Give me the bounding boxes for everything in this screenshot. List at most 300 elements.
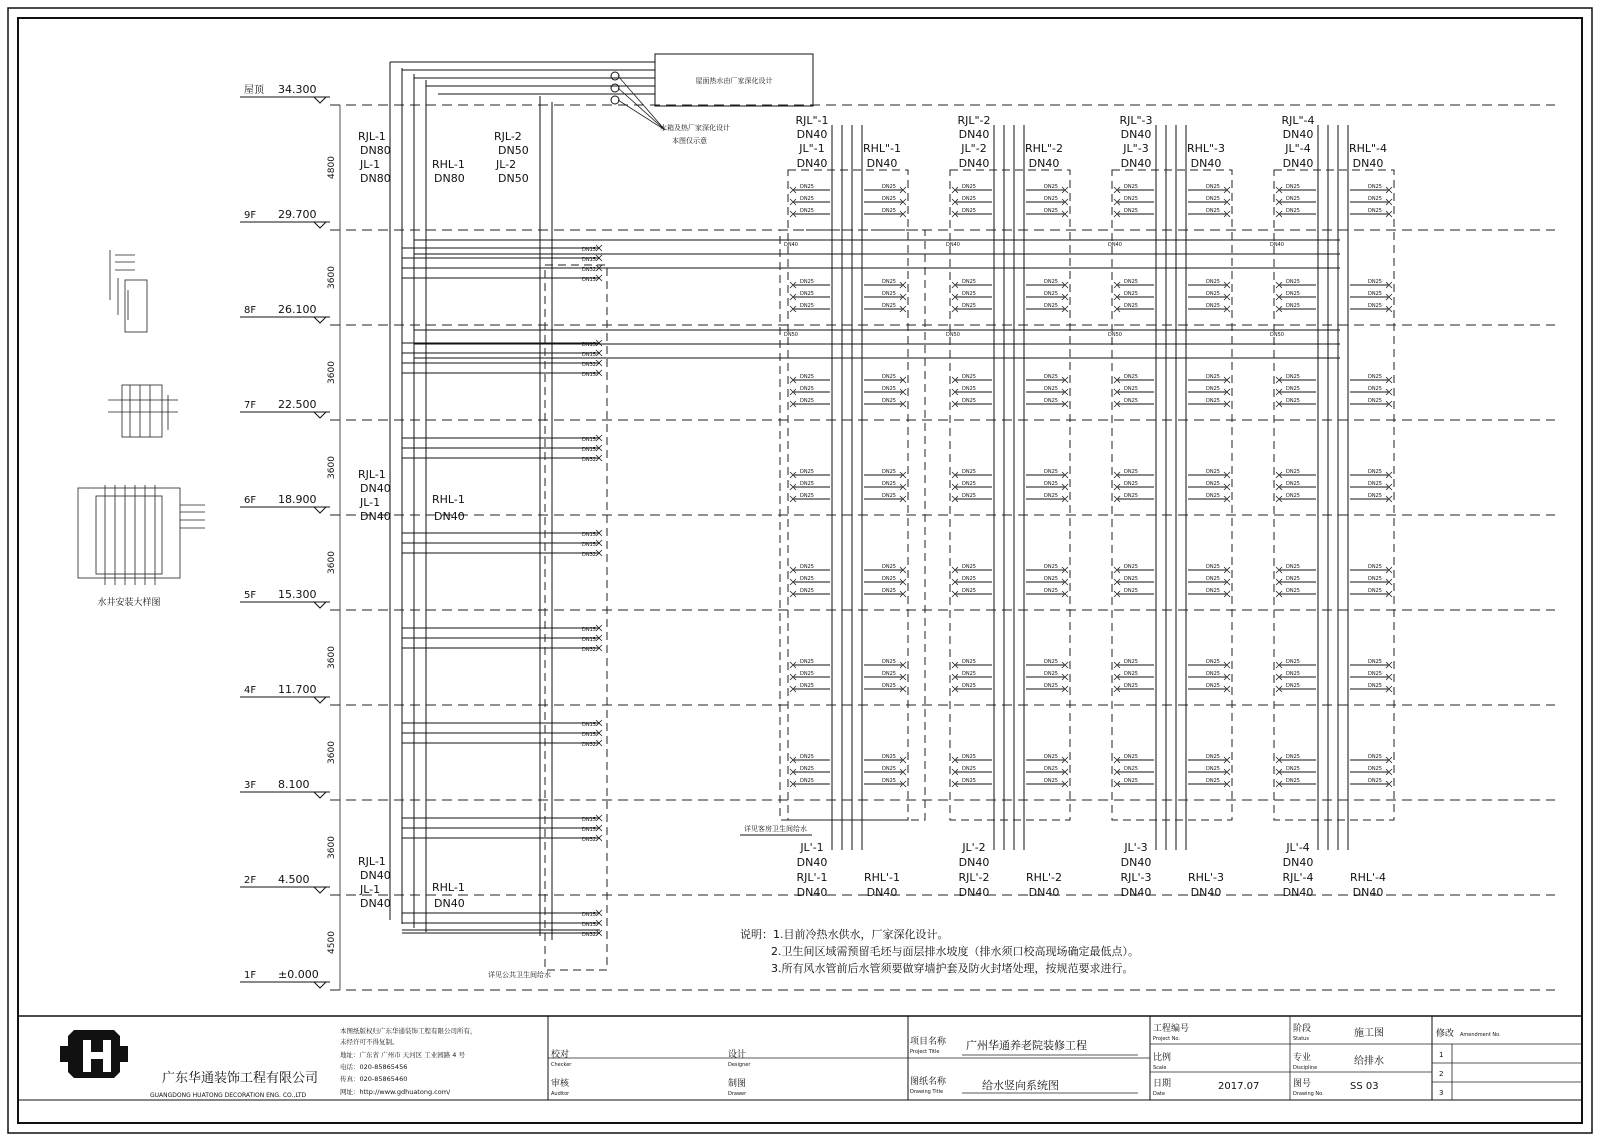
sheet-label-en: Drawing No. bbox=[1293, 1091, 1324, 1097]
level-mark-triangle bbox=[314, 792, 326, 798]
riser-tag: DN40 bbox=[1028, 886, 1060, 899]
riser-tag: JL'-3 bbox=[1124, 841, 1148, 854]
pipe-size-label: DN25 bbox=[882, 778, 896, 784]
level-name: 9F bbox=[244, 210, 257, 221]
pipe-size-label: DN15 bbox=[582, 447, 596, 453]
riser-tag: DN40 bbox=[958, 856, 990, 869]
level-elevation: ±0.000 bbox=[278, 968, 319, 981]
riser-tag: RHL"-2 bbox=[1024, 142, 1064, 155]
pipe-size-label: DN25 bbox=[1368, 778, 1382, 784]
pipe-size-label: DN25 bbox=[962, 291, 976, 297]
left-riser-labels bbox=[358, 130, 529, 910]
pipe-size-label: DN25 bbox=[882, 588, 896, 594]
pipe-size-label: DN25 bbox=[962, 659, 976, 665]
pipe-size-label: DN25 bbox=[1124, 671, 1138, 677]
pipe-size-label: DN25 bbox=[1044, 196, 1058, 202]
phase-label: 阶段 bbox=[1293, 1024, 1312, 1034]
pipe-size-label: DN15 bbox=[582, 627, 596, 633]
pipe-size-label: DN25 bbox=[1286, 683, 1300, 689]
leader-line bbox=[618, 76, 665, 130]
discipline-value: 给排水 bbox=[1354, 1056, 1384, 1067]
pipe-size-label: DN25 bbox=[882, 564, 896, 570]
pipe-size-label: DN25 bbox=[882, 671, 896, 677]
drawer-label-en: Drawer bbox=[728, 1091, 747, 1097]
pipe-size-label: DN25 bbox=[1368, 208, 1382, 214]
pipe-size-label: DN25 bbox=[1286, 303, 1300, 309]
level-name: 8F bbox=[244, 305, 257, 316]
pipe-size-label: DN25 bbox=[1044, 469, 1058, 475]
pipe-size-label: DN25 bbox=[800, 386, 814, 392]
riser-tag: DN40 bbox=[796, 157, 828, 170]
pipe-size-label: DN25 bbox=[1368, 493, 1382, 499]
riser-tag: RJL"-4 bbox=[1281, 114, 1315, 127]
pipe-size-label: DN25 bbox=[882, 386, 896, 392]
riser-label: DN80 bbox=[360, 144, 391, 157]
pipe-size-label: DN25 bbox=[1286, 671, 1300, 677]
pipe-size-label: DN25 bbox=[1044, 398, 1058, 404]
pipe-size-label: DN25 bbox=[1124, 303, 1138, 309]
pipe-size-label: DN25 bbox=[882, 208, 896, 214]
job-no-label-en: Project No. bbox=[1153, 1036, 1180, 1042]
right-bottom-labels bbox=[796, 841, 1386, 899]
pipe-size-label: DN25 bbox=[1044, 386, 1058, 392]
riser-tag: RHL'-4 bbox=[1349, 871, 1387, 884]
pipe-size-label: DN25 bbox=[1368, 386, 1382, 392]
company-name: 广东华通装饰工程有限公司 bbox=[162, 1071, 319, 1086]
riser-tag: JL"-4 bbox=[1285, 142, 1311, 155]
pipe-size-label: DN25 bbox=[1044, 778, 1058, 784]
drawing-name: 给水竖向系统图 bbox=[982, 1079, 1059, 1092]
pipe-size-label: DN25 bbox=[962, 279, 976, 285]
pipe-size-label: DN25 bbox=[1044, 766, 1058, 772]
riser-tag: DN40 bbox=[1190, 886, 1222, 899]
pipe-size-label: DN25 bbox=[800, 754, 814, 760]
pipe-size-label: DN25 bbox=[962, 754, 976, 760]
company-logo bbox=[60, 1030, 128, 1078]
detail-2 bbox=[108, 385, 178, 437]
sheet-label: 图号 bbox=[1293, 1079, 1312, 1089]
date-label-en: Date bbox=[1153, 1091, 1165, 1097]
pipe-size-label: DN25 bbox=[800, 208, 814, 214]
riser-tag: RJL"-3 bbox=[1119, 114, 1153, 127]
pipe-size-label: DN25 bbox=[962, 196, 976, 202]
pipe-size-label: DN25 bbox=[962, 564, 976, 570]
revision-label-en: Amendment No. bbox=[1460, 1032, 1501, 1038]
pipe-size-label: DN25 bbox=[882, 279, 896, 285]
pipe-size-label: DN25 bbox=[882, 374, 896, 380]
pipe-size-label: DN25 bbox=[882, 683, 896, 689]
pipe-size-label: DN25 bbox=[1124, 279, 1138, 285]
pipe-size-label: DN50 bbox=[946, 332, 960, 338]
pipe-size-label: DN25 bbox=[1206, 671, 1220, 677]
company-name-en: GUANGDONG HUATONG DECORATION ENG. CO.,LTD bbox=[150, 1092, 307, 1099]
sheet-value: SS 03 bbox=[1350, 1081, 1379, 1092]
riser-label: JL-1 bbox=[360, 158, 381, 171]
pipe-size-label: DN15 bbox=[582, 372, 596, 378]
pipe-size-label: DN25 bbox=[1044, 493, 1058, 499]
riser-label: JL-1 bbox=[360, 496, 381, 509]
floor-height: 4500 bbox=[327, 931, 337, 954]
riser-label: DN40 bbox=[360, 482, 391, 495]
riser-tag: DN40 bbox=[1352, 886, 1384, 899]
pipe-size-label: DN25 bbox=[800, 196, 814, 202]
pipe-size-label: DN15 bbox=[582, 912, 596, 918]
level-name: 6F bbox=[244, 495, 257, 506]
pipe-size-label: DN25 bbox=[1124, 778, 1138, 784]
pipe-size-label: DN40 bbox=[946, 242, 960, 248]
pipe-size-label: DN25 bbox=[1206, 493, 1220, 499]
valve-symbol bbox=[611, 96, 619, 104]
pipe-size-label: DN25 bbox=[800, 469, 814, 475]
pipe-size-label: DN25 bbox=[1124, 493, 1138, 499]
pipe-size-label: DN15 bbox=[582, 247, 596, 253]
pipe-size-label: DN25 bbox=[1368, 564, 1382, 570]
job-no-label: 工程编号 bbox=[1153, 1024, 1190, 1034]
pipe-size-label: DN25 bbox=[1044, 564, 1058, 570]
riser-tag: JL'-1 bbox=[800, 841, 824, 854]
pipe-size-label: DN25 bbox=[1286, 469, 1300, 475]
pipe-size-label: DN25 bbox=[1044, 279, 1058, 285]
riser-tag: DN40 bbox=[1190, 157, 1222, 170]
pipe-size-label: DN32 bbox=[582, 457, 596, 463]
pipe-size-label: DN25 bbox=[1124, 184, 1138, 190]
level-name: 3F bbox=[244, 780, 257, 791]
roof-box-label: 屋面热水由厂家深化设计 bbox=[695, 77, 773, 85]
pipe-size-label: DN25 bbox=[962, 303, 976, 309]
riser-label: DN40 bbox=[434, 897, 465, 910]
pipe-size-label: DN25 bbox=[1124, 766, 1138, 772]
pipe-size-label: DN25 bbox=[1286, 279, 1300, 285]
riser-tag: RJL'-1 bbox=[796, 871, 828, 884]
pipe-size-label: DN40 bbox=[784, 242, 798, 248]
date-value: 2017.07 bbox=[1218, 1081, 1260, 1092]
riser-tag: DN40 bbox=[1028, 157, 1060, 170]
floor-height: 3600 bbox=[327, 741, 337, 764]
level-name: 5F bbox=[244, 590, 257, 601]
note-right: 详见客房卫生间给水 bbox=[744, 825, 807, 833]
pipe-size-label: DN25 bbox=[1124, 683, 1138, 689]
pipe-size-label: DN25 bbox=[1044, 683, 1058, 689]
pipe-size-label: DN25 bbox=[1044, 291, 1058, 297]
level-elevation: 26.100 bbox=[278, 303, 317, 316]
pipe-size-label: DN25 bbox=[882, 196, 896, 202]
riser-tag: DN40 bbox=[958, 886, 990, 899]
pipe-size-label: DN25 bbox=[1206, 208, 1220, 214]
riser-tag: DN40 bbox=[958, 157, 990, 170]
pipe-size-label: DN25 bbox=[1044, 374, 1058, 380]
riser-tag: JL"-1 bbox=[799, 142, 825, 155]
pipe-size-label: DN25 bbox=[1206, 588, 1220, 594]
disclaimer-line: 传真：020-85865460 bbox=[340, 1075, 408, 1083]
riser-tag: DN40 bbox=[1282, 856, 1314, 869]
pipe-size-label: DN25 bbox=[1368, 469, 1382, 475]
pipe-size-label: DN25 bbox=[1206, 576, 1220, 582]
floor-levels bbox=[240, 83, 1555, 990]
level-name: 4F bbox=[244, 685, 257, 696]
level-elevation: 18.900 bbox=[278, 493, 317, 506]
pipe-size-label: DN25 bbox=[800, 576, 814, 582]
pipe-size-label: DN40 bbox=[1270, 242, 1284, 248]
pipe-size-label: DN15 bbox=[582, 257, 596, 263]
valve-symbol bbox=[611, 72, 619, 80]
floor-height: 3600 bbox=[327, 456, 337, 479]
date-label: 日期 bbox=[1153, 1079, 1172, 1089]
scale-label-en: Scale bbox=[1153, 1065, 1167, 1071]
pipe-size-label: DN25 bbox=[1206, 659, 1220, 665]
pipe-size-label: DN25 bbox=[1368, 659, 1382, 665]
riser-tag: RJL"-1 bbox=[795, 114, 829, 127]
riser-label: RJL-1 bbox=[358, 855, 386, 868]
pipe-size-label: DN25 bbox=[1368, 303, 1382, 309]
designer-label: 设计 bbox=[728, 1050, 747, 1060]
level-elevation: 34.300 bbox=[278, 83, 317, 96]
riser-tag: RHL"-4 bbox=[1348, 142, 1388, 155]
floor-height: 3600 bbox=[327, 836, 337, 859]
pipe-size-label: DN25 bbox=[1368, 279, 1382, 285]
pipe-size-label: DN32 bbox=[582, 552, 596, 558]
floor-height: 3600 bbox=[327, 361, 337, 384]
pipe-size-label: DN25 bbox=[1044, 671, 1058, 677]
level-elevation: 4.500 bbox=[278, 873, 310, 886]
pipe-size-label: DN15 bbox=[582, 827, 596, 833]
pipe-size-label: DN32 bbox=[582, 362, 596, 368]
pipe-size-label: DN25 bbox=[1368, 588, 1382, 594]
pipe-size-label: DN25 bbox=[1286, 184, 1300, 190]
pipe-size-label: DN25 bbox=[1044, 184, 1058, 190]
note-line: 3.所有风水管前后水管须要做穿墙护套及防火封堵处理，按规范要求进行。 bbox=[771, 962, 1134, 975]
pipe-size-label: DN25 bbox=[1286, 778, 1300, 784]
roof-equipment bbox=[655, 54, 813, 145]
detail-sketches bbox=[78, 250, 205, 608]
phase-label-en: Status bbox=[1293, 1036, 1309, 1042]
pipe-size-label: DN25 bbox=[1286, 481, 1300, 487]
riser-tag: JL"-2 bbox=[961, 142, 987, 155]
pipe-size-label: DN25 bbox=[1368, 766, 1382, 772]
pipe-size-label: DN25 bbox=[1368, 683, 1382, 689]
level-mark-triangle bbox=[314, 887, 326, 893]
pipe-size-label: DN15 bbox=[582, 277, 596, 283]
disclaimer-line: 网址：http://www.gdhuatong.com/ bbox=[340, 1088, 451, 1096]
right-top-labels bbox=[795, 114, 1387, 170]
pipe-size-label: DN25 bbox=[962, 683, 976, 689]
disclaimer-line: 地址：广东省 广州市 天河区 工业园路 4 号 bbox=[340, 1051, 465, 1059]
pipe-size-label: DN25 bbox=[1044, 588, 1058, 594]
pipe-size-label: DN25 bbox=[882, 659, 896, 665]
pipe-size-label: DN25 bbox=[800, 778, 814, 784]
riser-tag: DN40 bbox=[958, 128, 990, 141]
level-mark-triangle bbox=[314, 507, 326, 513]
level-name: 2F bbox=[244, 875, 257, 886]
pipe-size-label: DN25 bbox=[1286, 386, 1300, 392]
pipe-size-label: DN25 bbox=[1368, 184, 1382, 190]
pipe-size-label: DN25 bbox=[1124, 564, 1138, 570]
pipe-size-label: DN25 bbox=[962, 481, 976, 487]
level-mark-triangle bbox=[314, 222, 326, 228]
pipe-size-label: DN25 bbox=[1044, 576, 1058, 582]
riser-tag: RJL'-4 bbox=[1282, 871, 1314, 884]
pipe-size-label: DN15 bbox=[582, 817, 596, 823]
riser-tag: DN40 bbox=[796, 856, 828, 869]
pipe-size-label: DN25 bbox=[1206, 196, 1220, 202]
pipe-size-label: DN25 bbox=[962, 208, 976, 214]
pipe-size-label: DN25 bbox=[1044, 481, 1058, 487]
branch-enclosure bbox=[545, 265, 607, 970]
level-name: 7F bbox=[244, 400, 257, 411]
disclaimer-line: 本图纸版权归广东华通装饰工程有限公司所有， bbox=[340, 1027, 477, 1035]
pipe-size-label: DN25 bbox=[882, 481, 896, 487]
project-label-en: Project Title bbox=[910, 1049, 940, 1055]
level-mark-triangle bbox=[314, 412, 326, 418]
riser-label: RHL-1 bbox=[432, 881, 465, 894]
riser-label: DN80 bbox=[360, 172, 391, 185]
pipe-size-label: DN32 bbox=[582, 742, 596, 748]
pipe-size-label: DN25 bbox=[800, 564, 814, 570]
level-elevation: 8.100 bbox=[278, 778, 310, 791]
pipe-size-label: DN25 bbox=[1286, 659, 1300, 665]
pipe-size-label: DN25 bbox=[882, 766, 896, 772]
level-mark-triangle bbox=[314, 697, 326, 703]
pipe-size-label: DN25 bbox=[1124, 196, 1138, 202]
pipe-size-label: DN25 bbox=[1206, 374, 1220, 380]
auditor-label: 审核 bbox=[551, 1079, 570, 1089]
pipe-size-label: DN25 bbox=[1044, 303, 1058, 309]
pipe-size-label: DN50 bbox=[1108, 332, 1122, 338]
riser-tag: RHL'-3 bbox=[1187, 871, 1225, 884]
riser-tag: RJL"-2 bbox=[957, 114, 991, 127]
pipe-size-label: DN15 bbox=[582, 722, 596, 728]
pipe-size-label: DN25 bbox=[1368, 398, 1382, 404]
riser-tag: DN40 bbox=[1120, 856, 1152, 869]
phase-value: 施工图 bbox=[1354, 1028, 1384, 1039]
pipe-size-label: DN25 bbox=[1044, 659, 1058, 665]
pipe-size-label: DN25 bbox=[800, 493, 814, 499]
riser-tag: JL"-3 bbox=[1123, 142, 1149, 155]
floor-height: 3600 bbox=[327, 266, 337, 289]
pipe-size-label: DN15 bbox=[582, 637, 596, 643]
pipe-size-label: DN25 bbox=[962, 374, 976, 380]
pipe-size-label: DN25 bbox=[1124, 576, 1138, 582]
riser-tag: DN40 bbox=[1120, 157, 1152, 170]
pipe-size-label: DN25 bbox=[882, 291, 896, 297]
pipe-size-label: DN25 bbox=[1124, 754, 1138, 760]
designer-label-en: Designer bbox=[728, 1062, 751, 1068]
level-name: 1F bbox=[244, 970, 257, 981]
pipe-size-label: DN25 bbox=[1124, 386, 1138, 392]
riser-label: RJL-2 bbox=[494, 130, 522, 143]
pipe-size-label: DN15 bbox=[582, 542, 596, 548]
riser-label: RHL-1 bbox=[432, 493, 465, 506]
riser-tag: DN40 bbox=[1282, 157, 1314, 170]
riser-label: DN50 bbox=[498, 144, 529, 157]
riser-tag: RHL"-1 bbox=[862, 142, 902, 155]
valve-symbol bbox=[611, 84, 619, 92]
riser-label: JL-1 bbox=[360, 883, 381, 896]
discipline-label-en: Discipline bbox=[1293, 1065, 1318, 1071]
roof-note-2: 本图仅示意 bbox=[672, 137, 707, 145]
riser-label: DN40 bbox=[360, 897, 391, 910]
pipe-size-label: DN25 bbox=[800, 588, 814, 594]
riser-label: DN40 bbox=[360, 510, 391, 523]
pipe-size-label: DN15 bbox=[582, 732, 596, 738]
pipe-size-label: DN25 bbox=[1124, 588, 1138, 594]
pipe-size-label: DN25 bbox=[1286, 576, 1300, 582]
pipe-size-label: DN15 bbox=[582, 437, 596, 443]
pipe-size-label: DN25 bbox=[1368, 576, 1382, 582]
project-label: 项目名称 bbox=[910, 1037, 947, 1047]
disclaimer-line: 未经许可不得复制。 bbox=[340, 1038, 399, 1046]
note-left: 详见公共卫生间给水 bbox=[488, 971, 551, 979]
pipe-size-label: DN25 bbox=[1286, 374, 1300, 380]
pipe-size-label: DN25 bbox=[1206, 386, 1220, 392]
pipe-size-label: DN25 bbox=[882, 398, 896, 404]
note-line: 2.卫生间区域需预留毛坯与面层排水坡度（排水须口校高现场确定最低点）。 bbox=[771, 945, 1139, 958]
pipe-size-label: DN25 bbox=[882, 493, 896, 499]
pipe-size-label: DN50 bbox=[784, 332, 798, 338]
pipe-size-label: DN25 bbox=[882, 754, 896, 760]
pipe-size-label: DN25 bbox=[962, 184, 976, 190]
pipe-size-label: DN25 bbox=[1286, 398, 1300, 404]
pipe-size-label: DN25 bbox=[1286, 766, 1300, 772]
pipe-size-label: DN25 bbox=[1368, 196, 1382, 202]
pipe-size-label: DN25 bbox=[800, 671, 814, 677]
level-elevation: 29.700 bbox=[278, 208, 317, 221]
pipe-size-label: DN25 bbox=[1124, 398, 1138, 404]
pipe-size-label: DN32 bbox=[582, 837, 596, 843]
riser-label: DN40 bbox=[360, 869, 391, 882]
riser-label: DN50 bbox=[498, 172, 529, 185]
riser-tag: DN40 bbox=[866, 157, 898, 170]
pipe-size-label: DN25 bbox=[962, 386, 976, 392]
pipe-size-label: DN25 bbox=[1286, 493, 1300, 499]
title-block bbox=[18, 1016, 1582, 1100]
pipe-size-label: DN25 bbox=[1124, 659, 1138, 665]
riser-tag: RHL'-2 bbox=[1025, 871, 1063, 884]
pipe-size-label: DN25 bbox=[962, 576, 976, 582]
riser-tag: JL'-2 bbox=[962, 841, 986, 854]
project-name: 广州华通养老院装修工程 bbox=[966, 1039, 1087, 1052]
discipline-label: 专业 bbox=[1293, 1053, 1312, 1063]
riser-tag: RHL'-1 bbox=[863, 871, 901, 884]
pipe-size-label: DN25 bbox=[1206, 291, 1220, 297]
pipe-size-label: DN25 bbox=[800, 184, 814, 190]
pipe-size-label: DN25 bbox=[882, 469, 896, 475]
level-elevation: 22.500 bbox=[278, 398, 317, 411]
pipe-size-label: DN40 bbox=[1108, 242, 1122, 248]
pipe-size-label: DN25 bbox=[962, 778, 976, 784]
pipe-size-label: DN25 bbox=[1286, 196, 1300, 202]
pipe-size-label: DN25 bbox=[882, 184, 896, 190]
pipe-size-label: DN25 bbox=[800, 279, 814, 285]
detail-3 bbox=[78, 485, 205, 608]
auditor-label-en: Auditor bbox=[551, 1091, 570, 1097]
pipe-size-label: DN25 bbox=[1286, 564, 1300, 570]
roof-note-1: 水箱及热厂家深化设计 bbox=[660, 124, 730, 132]
pipe-size-label: DN25 bbox=[1206, 398, 1220, 404]
pipe-size-label: DN25 bbox=[1368, 671, 1382, 677]
drawer-label: 制图 bbox=[728, 1079, 747, 1089]
revision-row: 2 bbox=[1439, 1070, 1444, 1078]
pipe-size-label: DN25 bbox=[1124, 208, 1138, 214]
scale-label: 比例 bbox=[1153, 1053, 1172, 1063]
checker-label-en: Checker bbox=[551, 1062, 572, 1068]
pipe-size-label: DN25 bbox=[1206, 754, 1220, 760]
checker-label: 校对 bbox=[551, 1050, 570, 1060]
level-name: 屋顶 bbox=[244, 85, 264, 96]
level-elevation: 15.300 bbox=[278, 588, 317, 601]
riser-tag: DN40 bbox=[866, 886, 898, 899]
pipe-size-label: DN25 bbox=[1124, 469, 1138, 475]
pipe-size-label: DN25 bbox=[1206, 481, 1220, 487]
